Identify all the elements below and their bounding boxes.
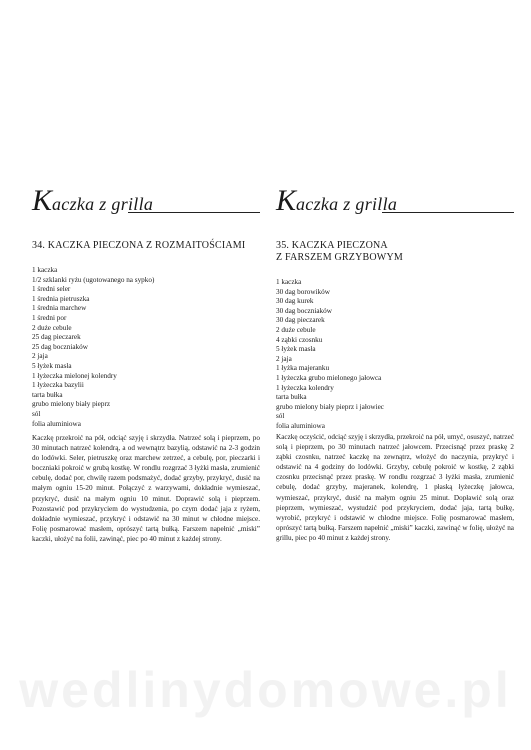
ingredient: 1 średni seler — [32, 285, 71, 294]
recipe-title — [276, 240, 403, 264]
ingredient: 1 kaczka — [276, 278, 302, 286]
ingredient: 1 łyżeczka kolendry — [276, 383, 334, 392]
ingredient: 30 dag boczniaków — [276, 306, 332, 315]
ingredient: folia aluminiowa — [32, 419, 81, 428]
recipe-title-line: Z FARSZEM GRZYBOWYM — [276, 252, 403, 263]
chapter-initial: K — [32, 184, 53, 217]
ingredient: tarta bułka — [276, 393, 307, 402]
recipe-method: Kaczkę oczyścić, odciąć szyję i skrzydła, przekroić na pół, umyć, osuszyć, natrzeć solą i pieprzem, po 30 minutach natrzeć jałowcem. Przecisnąć przez praskę 2 ząbki czosnku, natrzeć kaczkę na zewnątrz, włożyć do naczynia, przykryć i odstawić na 4 godziny do lodówki. Grzyby, cebulę pokroić w kostkę, 2 ząbki czosnku przecisnąć przez praskę. W rondlu rozgrzać 3 łyżki masła, zrumienić cebulę, dodać grzyby, majeranek, kolendrę, 1 płaską łyżeczkę jałowca, wymieszać, przykryć, dusić na małym ogniu 25 minut. Dopławić solą oraz pieprzem, wymieszać, wystudzić pod przykryciem, dodać jaja, tartą bułkę, wyrobić, przykryć i odstawić w chłodne miejsce. Folię posmarować masłem, oprószyć tartą bułką. Farszem napełnić „miski” kaczki, zawinąć w folię, ułożyć na grillu, piec po 40 minut z każdej strony. — [276, 433, 514, 542]
ingredient: 25 dag pieczarek — [32, 333, 81, 342]
ingredient: 2 duże cebule — [32, 323, 72, 332]
recipe-method: Kaczkę przekroić na pół, odciąć szyję i skrzydła. Natrzeć solą i pieprzem, po 30 minutach natrzeć kolendrą, a od wewnątrz bazylią, odstawić na 2-3 godzin do lodówki. Seler, pietruszkę oraz marchew zetrzeć, a cebulę, por, pieczarki i boczniaki pokroić w grubą kostkę. W rondlu rozgrzać 3 łyżki masła, zrumienić cebulę, dodać por, chwilę razem podsmażyć, dodać grzyby, przykryć, dusić na małym ogniu 15-20 minut. Połączyć z warzywami, dokładnie wymieszać, przykryć, dusić na małym ogniu 10 minut. Doprawić solą i pieprzem. Pozostawić pod przykryciem do wystudzenia, po czym dodać jaja z ryżem, dokładnie wymieszać, przykryć i odstawić na 30 minut w chłodne miejsce. Folię posmarować masłem, oprószyć tartą bułką. Farszem napełnić „miski” kaczki, ułożyć na folii, zawinąć, piec po 40 minut z każdej strony. — [32, 434, 260, 543]
ingredient: sól — [32, 409, 41, 418]
chapter-header — [276, 186, 514, 216]
ingredient: 1 średnia pietruszka — [32, 294, 90, 303]
chapter-title: aczka z grilla — [52, 194, 154, 214]
ingredient: 4 ząbki czosnku — [276, 335, 323, 344]
chapter-title: aczka z grilla — [296, 194, 398, 214]
header-rule — [382, 212, 514, 213]
ingredient: 2 jaja — [32, 352, 48, 361]
site-watermark: wedlinydomowe.pl — [19, 662, 512, 718]
recipe-title-line: 35. KACZKA PIECZONA — [276, 240, 388, 251]
ingredient: 2 duże cebule — [276, 325, 316, 334]
ingredient: 1 łyżeczka mielonej kolendry — [32, 371, 117, 380]
ingredient: 30 dag kurek — [276, 297, 314, 306]
ingredient: 1 kaczka — [32, 266, 58, 274]
ingredient: 30 dag pieczarek — [276, 316, 325, 325]
header-rule — [128, 212, 260, 213]
ingredient: 25 dag boczniaków — [32, 342, 88, 351]
ingredient: 1 średni por — [32, 313, 67, 322]
ingredient: tarta bułka — [32, 390, 63, 399]
recipe-title: 34. KACZKA PIECZONA Z ROZMAITOŚCIAMI — [32, 240, 246, 251]
ingredient-list — [32, 266, 154, 429]
ingredient-list — [276, 278, 384, 432]
ingredient: grubo mielony biały pieprz — [32, 400, 111, 409]
ingredient: 1 łyżka majeranku — [276, 364, 330, 373]
ingredient: 5 łyżek masła — [276, 345, 316, 354]
ingredient: 1 średnia marchew — [32, 304, 87, 313]
ingredient: 1 łyżeczka grubo mielonego jałowca — [276, 373, 382, 382]
ingredient: 1 łyżeczka bazylii — [32, 381, 84, 390]
chapter-header — [32, 186, 260, 216]
chapter-initial: K — [276, 184, 297, 217]
ingredient: 2 jaja — [276, 354, 292, 363]
ingredient: 1/2 szklanki ryżu (ugotowanego na sypko) — [32, 275, 155, 284]
ingredient: 30 dag borowików — [276, 287, 330, 296]
ingredient: sól — [276, 412, 285, 421]
ingredient: 5 łyżek masła — [32, 361, 72, 370]
ingredient: grubo mielony biały pieprz i jałowiec — [276, 402, 384, 411]
ingredient: folia aluminiowa — [276, 421, 325, 430]
